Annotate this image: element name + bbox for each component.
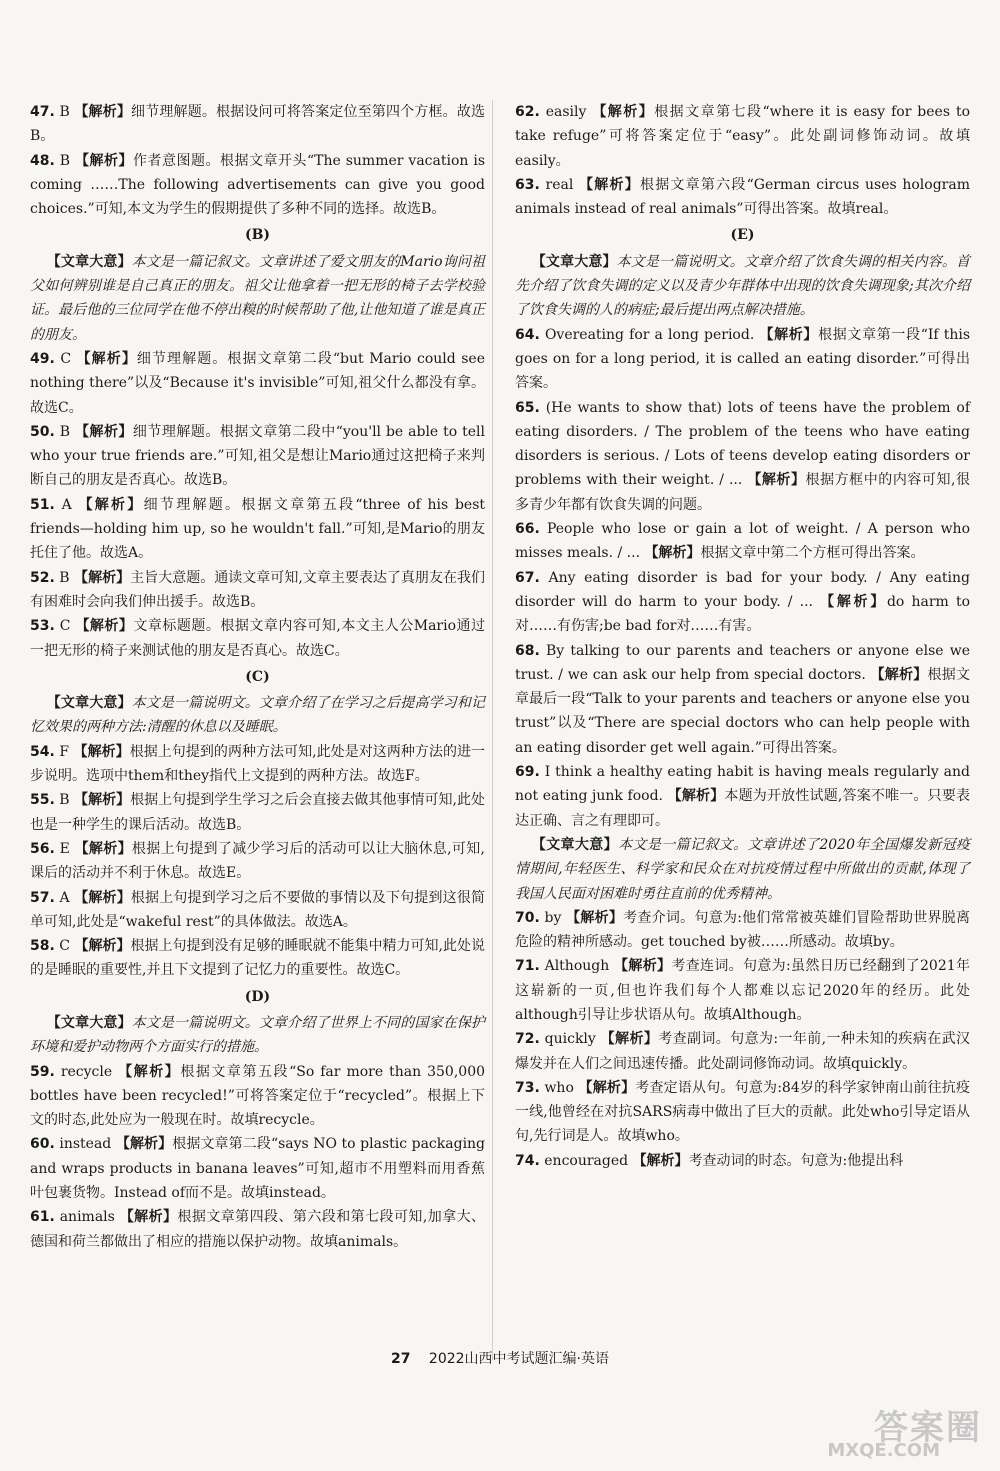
answer-item [30, 420, 485, 493]
section-heading: (C) [245, 668, 270, 685]
question-number: 55. [30, 792, 55, 809]
question-number: 70. [515, 909, 540, 926]
question-number: 59. [30, 1063, 55, 1080]
answer-item [30, 100, 485, 149]
answer-item [515, 639, 970, 760]
answer-item [515, 906, 970, 955]
question-number: 64. [515, 326, 540, 343]
answer-value: B [59, 569, 70, 586]
answer-value: instead [59, 1136, 112, 1153]
answer-value: By talking to our parents and teachers or anyone else we trust. / we can ask our help from special doctors. [515, 642, 970, 683]
analysis-tag: 【解析】 [667, 788, 725, 805]
answer-item [515, 566, 970, 639]
answer-item [30, 788, 485, 837]
question-number: 57. [30, 889, 55, 906]
right-column [515, 100, 970, 1173]
analysis-tag: 【解析】 [632, 1152, 689, 1169]
analysis-text: 作者意图题。根据文章开头“The summer vacation is coming ……The following advertisements can give you good choices.”可知,本文为学生的假期提供了多种不同的选择。故选B。 [30, 152, 486, 218]
analysis-text: 根据文章第六段“German circus uses hologram animals instead of real animals”可得出答案。故填real。 [515, 176, 970, 218]
answer-value: A [61, 496, 72, 513]
answer-item [30, 837, 485, 886]
analysis-text: 细节理解题。根据文章第二段“but Mario could see nothing there”以及“Because it's invisible”可知,祖父什么都没有拿。故选C。 [30, 350, 486, 416]
answer-value: C [60, 350, 72, 367]
answer-value: A [59, 889, 70, 906]
answer-item [30, 1060, 485, 1133]
answer-item [515, 1149, 970, 1173]
analysis-text: 细节理解题。根据文章第二段中“you'll be able to tell who your true friends are.”可知,祖父是想让Mario通过这把椅子来判断自己的朋友是否真心。故选B。 [30, 423, 485, 489]
answer-item [515, 100, 970, 173]
answer-item [515, 760, 970, 833]
summary-text: 本文是一篇说明文。文章介绍了饮食失调的相关内容。首先介绍了饮食失调的定义以及青少年群体中出现的饮食失调现象;其次介绍了饮食失调的人的病症;最后提出两点解决措施。 [515, 253, 971, 319]
question-number: 63. [515, 176, 540, 193]
answer-value: animals [59, 1209, 115, 1226]
analysis-text: 本题为开放性试题,答案不唯一。只要表达正确、言之有理即可。 [515, 788, 971, 829]
watermark-url: MXQE.COM [827, 1440, 940, 1461]
answer-value: I think a healthy eating habit is having meals regularly and not eating junk food. [515, 764, 970, 805]
answer-value: People who lose or gain a lot of weight. / A person who misses meals. / ... [515, 521, 970, 562]
answer-value: easily [545, 104, 587, 120]
analysis-text: 根据文章第五段“So far more than 350,000 bottles have been recycled!”可将答案定位于“recycled”。根据上下文的时态,此处应为一般现在时。故填recycle。 [30, 1063, 486, 1129]
question-number: 49. [30, 350, 55, 367]
summary-text: 本文是一篇记叙文。文章讲述了爱文朋友的Mario询问祖父如何辨别谁是自己真正的朋友。祖父让他拿着一把无形的椅子去学校验证。最后他的三位同学在他不停出糗的时候帮助了他,让他知道了谁是真正的朋友。 [30, 253, 486, 343]
left-column [30, 100, 485, 1254]
section-heading: (E) [730, 227, 755, 244]
analysis-tag: 【解析】 [579, 176, 640, 193]
section-heading: (D) [244, 988, 271, 1005]
summary-tag: 【文章大意】 [531, 836, 619, 853]
question-number: 69. [515, 764, 540, 781]
analysis-tag: 【解析】 [566, 909, 624, 926]
analysis-text: 根据文章第二段“says NO to plastic packaging and wraps products in banana leaves”可知,超市不用塑料而用香蕉叶包裹货物。Instead of而不是。故填instead。 [30, 1136, 486, 1202]
question-number: 67. [515, 569, 540, 586]
question-number: 53. [30, 618, 55, 635]
section-heading: (B) [244, 227, 271, 244]
summary-tag: 【文章大意】 [46, 695, 132, 712]
answer-value: Overeating for a long period. [544, 326, 755, 343]
analysis-tag: 【解析】 [75, 152, 134, 169]
answer-item [515, 323, 970, 396]
answer-value: who [544, 1079, 574, 1096]
analysis-tag: 【解析】 [74, 889, 131, 906]
analysis-tag: 【解析】 [820, 593, 887, 610]
question-number: 47. [30, 104, 55, 120]
question-number: 61. [30, 1209, 55, 1226]
question-number: 71. [515, 958, 540, 975]
answer-value: B [59, 792, 70, 809]
answer-value: Although [544, 958, 610, 975]
question-number: 72. [515, 1031, 540, 1048]
answer-value: real [545, 176, 574, 193]
answer-value: quickly [544, 1031, 596, 1048]
question-number: 51. [30, 496, 55, 513]
answer-value: C [59, 618, 71, 635]
analysis-text: 根据文章最后一段“Talk to your parents and teachers or anyone else you trust”以及“There are special doctors who can help people with an eating disorder get well again.”可得出答案。 [515, 666, 971, 756]
analysis-tag: 【解析】 [870, 666, 928, 683]
answer-item [30, 1205, 485, 1254]
question-number: 58. [30, 938, 55, 955]
analysis-text: 考查定语从句。句意为:84岁的科学家钟南山前往抗疫一线,他曾经在对抗SARS病毒中做出了巨大的贡献。此处who引导定语从句,先行词是人。故填who。 [515, 1079, 971, 1145]
question-number: 56. [30, 840, 55, 857]
answer-item [515, 396, 970, 517]
analysis-tag: 【解析】 [747, 472, 806, 489]
summary-text: 本文是一篇说明文。文章介绍了世界上不同的国家在保护环境和爱护动物两个方面实行的措施。 [30, 1014, 486, 1056]
analysis-text: 考查连词。句意为:虽然日历已经翻到了2021年这崭新的一页,但也许我们每个人都难以忘记2020年的经历。此处although引导让步状语从句。故填Although。 [515, 958, 970, 1023]
article-summary [30, 250, 485, 347]
question-number: 50. [30, 423, 55, 440]
analysis-text: 文章标题题。根据文章内容可知,本文主人公Mario通过一把无形的椅子来测试他的朋友是否真心。故选C。 [30, 618, 486, 659]
question-number: 62. [515, 104, 540, 120]
page-number: 27 [390, 1351, 411, 1367]
analysis-text: 根据上句提到了减少学习后的活动可以让大脑休息,可知,课后的活动并不利于休息。故选E。 [30, 840, 485, 882]
article-summary [30, 1011, 485, 1060]
answer-item [30, 347, 485, 420]
analysis-text: 细节理解题。根据设问可将答案定位至第四个方框。故选B。 [30, 104, 486, 145]
analysis-text: 根据文章第一段“If this goes on for a long period, it is called an eating disorder.”可得出答案。 [515, 326, 971, 392]
analysis-tag: 【解析】 [600, 1031, 659, 1048]
question-number: 54. [30, 743, 55, 760]
question-number: 52. [30, 569, 55, 586]
analysis-text: 根据上句提到没有足够的睡眠就不能集中精力可知,此处说的是睡眠的重要性,并且下文提到了记忆力的重要性。故选C。 [30, 938, 486, 979]
analysis-tag: 【解析】 [115, 1136, 173, 1153]
question-number: 74. [515, 1152, 540, 1169]
summary-text: 本文是一篇记叙文。文章讲述了2020年全国爆发新冠疫情期间,年轻医生、科学家和民众在对抗疫情过程中所做出的贡献,体现了我国人民面对困难时勇往直前的优秀精神。 [515, 836, 970, 902]
answer-item [515, 1027, 970, 1076]
analysis-text: 考查副词。句意为:一年前,一种未知的疾病在武汉爆发并在人们之间迅速传播。此处副词修饰动词。故填quickly。 [515, 1031, 970, 1072]
answer-item [30, 886, 485, 935]
analysis-tag: 【解析】 [614, 958, 672, 975]
analysis-text: 根据文章中第二个方框可得出答案。 [700, 545, 925, 562]
answer-item [515, 1076, 970, 1149]
analysis-tag: 【解析】 [78, 496, 144, 513]
answer-value: by [544, 909, 562, 926]
summary-tag: 【文章大意】 [46, 1014, 132, 1031]
analysis-tag: 【解析】 [76, 350, 137, 367]
question-number: 48. [30, 152, 55, 169]
answer-item [30, 493, 485, 566]
analysis-tag: 【解析】 [73, 743, 130, 760]
answer-value: B [59, 423, 71, 440]
summary-tag: 【文章大意】 [46, 253, 132, 270]
analysis-tag: 【解析】 [74, 792, 131, 809]
answer-item [515, 954, 970, 1027]
question-number: 73. [515, 1079, 540, 1096]
analysis-text: 根据上句提到的两种方法可知,此处是对这两种方法的进一步说明。选项中them和they指代上文提到的两种方法。故选F。 [30, 743, 486, 785]
answer-item [30, 614, 485, 663]
answer-item [30, 149, 485, 222]
answer-item [515, 173, 970, 222]
answer-item [515, 517, 970, 566]
answer-item [30, 1132, 485, 1205]
book-title: 2022山西中考试题汇编·英语 [428, 1351, 610, 1367]
watermark-logo: 答案圈 [874, 1408, 982, 1448]
analysis-tag: 【解析】 [75, 618, 134, 635]
analysis-text: 根据文章第七段“where it is easy for bees to take refuge”可将答案定位于“easy”。此处副词修饰动词。故填easily。 [515, 104, 970, 169]
article-summary [515, 250, 970, 323]
analysis-tag: 【解析】 [118, 1063, 181, 1080]
answer-value: E [59, 840, 70, 857]
analysis-text: 根据方框中的内容可知,很多青少年都有饮食失调的问题。 [515, 472, 971, 513]
question-number: 60. [30, 1136, 55, 1153]
answer-item [30, 566, 485, 615]
article-summary [30, 691, 485, 740]
summary-text: 本文是一篇说明文。文章介绍了在学习之后提高学习和记忆效果的两种方法:清醒的休息以及睡眠。 [30, 695, 486, 736]
analysis-tag: 【解析】 [644, 545, 701, 562]
answer-item [30, 934, 485, 983]
analysis-text: 根据上句提到学生学习之后会直接去做其他事情可知,此处也是一种学生的课后活动。故选B。 [30, 792, 486, 833]
answer-value: recycle [60, 1063, 113, 1080]
analysis-tag: 【解析】 [74, 569, 131, 586]
analysis-text: 细节理解题。根据文章第五段“three of his best friends—holding him up, so he wouldn't fall.”可知,是Mario的朋友托住了他。故选A。 [30, 496, 486, 562]
question-number: 66. [515, 521, 540, 538]
question-number: 65. [515, 399, 540, 416]
analysis-tag: 【解析】 [592, 104, 655, 120]
analysis-text: 考查动词的时态。句意为:他提出科 [688, 1152, 904, 1169]
answer-value: encouraged [544, 1152, 629, 1169]
analysis-tag: 【解析】 [74, 104, 132, 120]
column-divider [492, 100, 493, 1360]
question-number: 68. [515, 642, 540, 659]
answer-value: F [59, 743, 70, 760]
answer-value: (He wants to show that) lots of teens have the problem of eating disorders. / The problem of the teens who have eating disorders is serious. / Lots of teens develop eating disorders or problems with their weight. / ... [515, 399, 970, 489]
answer-value: C [59, 938, 70, 955]
analysis-text: 根据上句提到学习之后不要做的事情以及下句提到这很简单可知,此处是“wakeful rest”的具体做法。故选A。 [30, 889, 485, 930]
analysis-text: do harm to对……有伤害;be bad for对……有害。 [515, 593, 971, 635]
analysis-tag: 【解析】 [74, 938, 131, 955]
analysis-tag: 【解析】 [74, 840, 132, 857]
page-footer [0, 1348, 1000, 1368]
analysis-text: 主旨大意题。通读文章可知,文章主要表达了真朋友在我们有困难时会向我们伸出援手。故选B。 [30, 569, 486, 610]
analysis-tag: 【解析】 [759, 326, 819, 343]
answer-value: B [59, 104, 70, 120]
article-summary [515, 833, 970, 906]
summary-tag: 【文章大意】 [531, 253, 617, 270]
analysis-tag: 【解析】 [74, 423, 133, 440]
analysis-tag: 【解析】 [119, 1209, 178, 1226]
answer-item [30, 740, 485, 789]
answer-value: Any eating disorder is bad for your body. / Any eating disorder will do harm to your body. / ... [515, 569, 970, 610]
answer-value: B [59, 152, 71, 169]
analysis-tag: 【解析】 [578, 1079, 636, 1096]
analysis-text: 根据文章第四段、第六段和第七段可知,加拿大、德国和荷兰都做出了相应的措施以保护动物。故填animals。 [30, 1209, 486, 1250]
analysis-text: 考查介词。句意为:他们常常被英雄们冒险帮助世界脱离危险的精神所感动。get touched by被……所感动。故填by。 [515, 909, 971, 951]
